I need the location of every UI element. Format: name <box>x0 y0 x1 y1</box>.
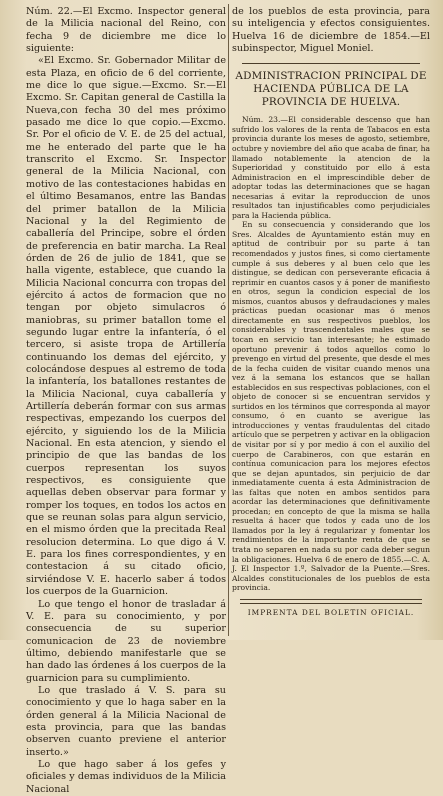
imprint-label: IMPRENTA DEL BOLETIN OFICIAL. <box>247 607 415 617</box>
notice-22-closing: Lo que hago saber á los gefes y oficiales y demas individuos de la Milicia Nacional <box>26 758 226 795</box>
right-column <box>232 6 430 617</box>
notice-22-header: Núm. 22.—El Excmo. Inspector general de la Milicia nacional del Reino, con fecha 9 de diciembre me dice lo siguiente: <box>26 6 226 55</box>
notice-23-text <box>232 115 430 592</box>
section-rule <box>242 63 420 64</box>
left-column-text <box>26 6 226 796</box>
right-column-top <box>232 6 430 55</box>
notice-22-transfer: Lo que tengo el honor de trasladar á V. E. para su conocimiento, y por consecuencia de su superior comunicacion de 23 de noviembre último, debiendo manifestarle que se han dado las órdenes á los cuerpos de la guarnicion para su cumplimiento. <box>26 598 226 684</box>
notice-23-paragraph-2: En su consecuencia y considerando que los Sres. Alcaldes de Ayuntamiento están muy en aptitud de contribuir por su parte á tan recomendados y justos fines, si como ciertamente cumple á sus deberes y al buen celo que les distingue, se dedican con perseverante eficacia á reprimir en cuantos casos y á poner de manifiesto en otros, segun la condicion especial de los mismos, cuantos abusos y defraudaciones y males prácticas puedan ocasionar mas ó menos directamente en sus respectivos pueblos, los considerables y trascendentales males que se tocan en servicio tan interesante; he estimado oportuno prevenir á todos aquellos como lo prevengo en virtud del presente, que desde el mes de la fecha cuiden de visitar cuando menos una vez á la semana los estancos que se hallan establecidos en sus respectivas poblaciones, con el objeto de conocer si se encuentran servidos y surtidos en los términos que corresponda al mayor consumo, ó en cuanto se averigue las introducciones y ventas fraudulentas del citado artículo que se perpetren y activar en la obligacion de visitar por sí y por medio á con el auxilio del cuerpo de Carabineros, con que estarán en contínua comunicacion para los mejores efectos que se dejan apuntados, sin perjuicio de dar inmediatamente cuenta á esta Administracion de las faltas que noten en ambos sentidos para acordar las determinaciones que definitivamente procedan; en concepto de que la misma se halla resuelta á hacer que todos y cada uno de los llamados por la ley á regularizar y fomentar los rendimientos de la importante renta de que se trata no separen en nada su por cada deber segun la obligaciones. Huelva 6 de enero de 1855.—C. A. J. El Inspector 1.º, Salvador de la Puente.—Sres. Alcaldes constitucionales de los pueblos de esta provincia. <box>232 220 430 593</box>
notice-22-continuation: de los pueblos de esta provincia, para su inteligencia y efectos consiguientes. Huelva 16 de diciembre de 1854.—El subinspector, Miguel Moniel. <box>232 6 430 55</box>
notice-23-paragraph-1: Núm. 23.—El considerable descenso que han sufrido los valores de la renta de Tabacos en esta provincia durante los meses de agosto, setiembre, octubre y noviembre del año que acaba de finar, ha llamado notablemente la atencion de la Superioridad y constituido por ello á esta Administracion en el imprescindible deber de adoptar todas las determinaciones que se hagan necesarias á evitar la reproduccion de unos resultados tan injustificables como perjudiciales para la Hacienda pública. <box>232 115 430 220</box>
notice-22-forward: Lo que traslado á V. S. para su conocimiento y que lo haga saber en la órden general á la Milicia Nacional de esta provincia, para que las bandas observen cuanto previene el anterior inserto.» <box>26 684 226 758</box>
notice-22-body: «El Excmo. Sr. Gobernador Militar de esta Plaza, en oficio de 6 del corriente, me dice lo que sigue.—Excmo. Sr.—El Excmo. Sr. Capitan general de Castilla la Nueva,con fecha 30 del mes próximo pasado me dice lo que copio.—Excmo. Sr. Por el oficio de V. E. de 25 del actual, me he enterado del parte que le ha transcrito el Excmo. Sr. Inspector general de la Milicia Nacional, con motivo de las contestaciones habidas en el último Besamanos, entre las Bandas del primer batallon de la Milicia Nacional y la del Regimiento de caballería del Principe, sobre el órden de preferencia en batir marcha. La Real órden de 26 de julio de 1841, que se halla vigente, establece, que cuando la Milicia Nacional concurra con tropas del ejército á actos de formacion que no tengan por objeto simulacros ó maniobras, su primer batallon tome el segundo lugar entre la infantería, ó el tercero, si asiste tropa de Artillería continuando los demas del ejército, y colocándose despues al estremo de toda la infantería, los batallones restantes de la Milicia Nacional, cuya caballería y Artillería deberán formar con sus armas respectivas, empezando los cuerpos del ejército, y siguiendo los de la Milicia Nacional. En esta atencion, y siendo el principio de que las bandas de los cuerpos representan los suyos respectivos, es consiguiente que aquellas deben observar para formar y romper los toques, en todos los actos en que se reunan solas para algun servicio, en el mismo órden que la precitada Real resolucion determina. Lo que digo á V. E. para los fines correspondientes, y en contestacion á su citado oficio, sirviéndose V. E. hacerlo saber á todos los cuerpos de la Guarnicion. <box>26 55 226 598</box>
section-title: ADMINISTRACION PRINCIPAL DE HACIENDA PÚBLICA DE LA PROVINCIA DE HUELVA. <box>235 70 427 109</box>
column-divider <box>228 4 229 636</box>
imprint-rule <box>240 599 422 604</box>
left-column <box>26 6 226 796</box>
